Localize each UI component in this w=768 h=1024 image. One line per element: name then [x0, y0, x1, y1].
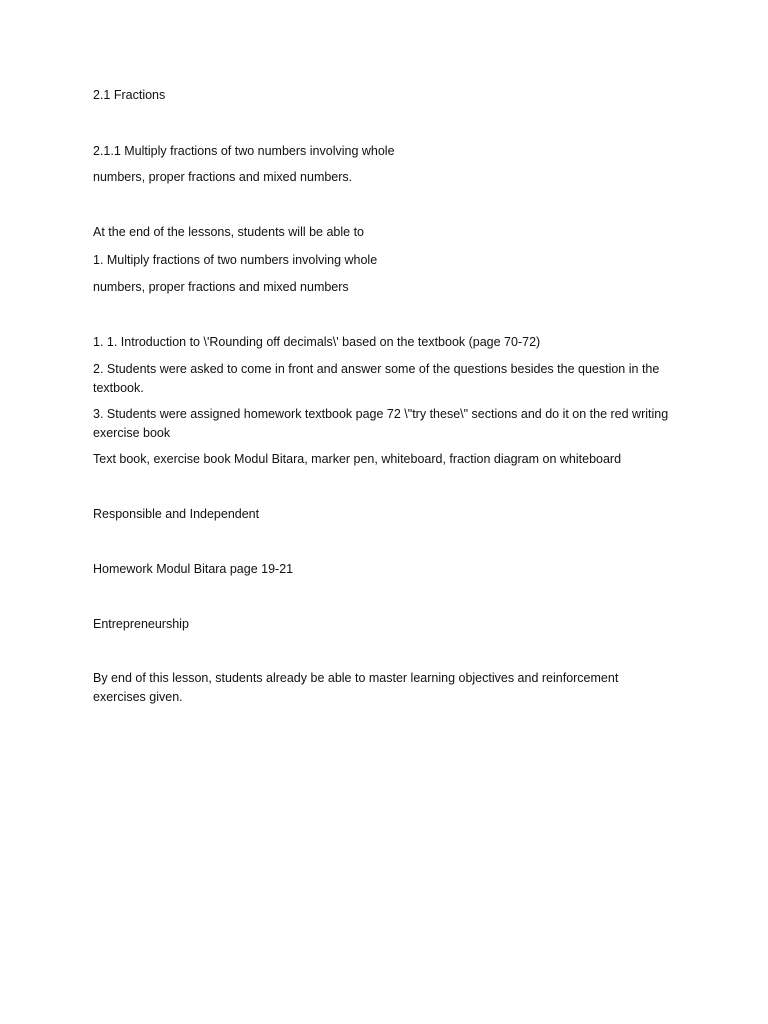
- homework-note: Homework Modul Bitara page 19-21: [93, 562, 294, 576]
- learning-standard-line-2: numbers, proper fractions and mixed numbers.: [93, 170, 353, 184]
- activity-1: 1. 1. Introduction to \'Rounding off decimals\' based on the textbook (page 70-72): [93, 335, 541, 349]
- reflection: By end of this lesson, students already be able to master learning objectives and reinforcement exercises given.: [93, 671, 619, 704]
- section-heading: 2.1 Fractions: [93, 88, 166, 102]
- objective-line-1: 1. Multiply fractions of two numbers involving whole: [93, 253, 378, 267]
- moral-values: Responsible and Independent: [93, 507, 260, 521]
- learning-standard-line-1: 2.1.1 Multiply fractions of two numbers involving whole: [93, 144, 395, 158]
- objective-line-2: numbers, proper fractions and mixed numbers: [93, 280, 349, 294]
- teaching-materials: Text book, exercise book Modul Bitara, marker pen, whiteboard, fraction diagram on whiteboard: [93, 452, 622, 466]
- activity-3: 3. Students were assigned homework textbook page 72 \"try these\" sections and do it on the red writing exercise book: [93, 407, 669, 440]
- activity-2: 2. Students were asked to come in front and answer some of the questions besides the question in the textbook.: [93, 362, 660, 395]
- objective-intro: At the end of the lessons, students will be able to: [93, 225, 365, 239]
- cross-curricular-element: Entrepreneurship: [93, 617, 189, 631]
